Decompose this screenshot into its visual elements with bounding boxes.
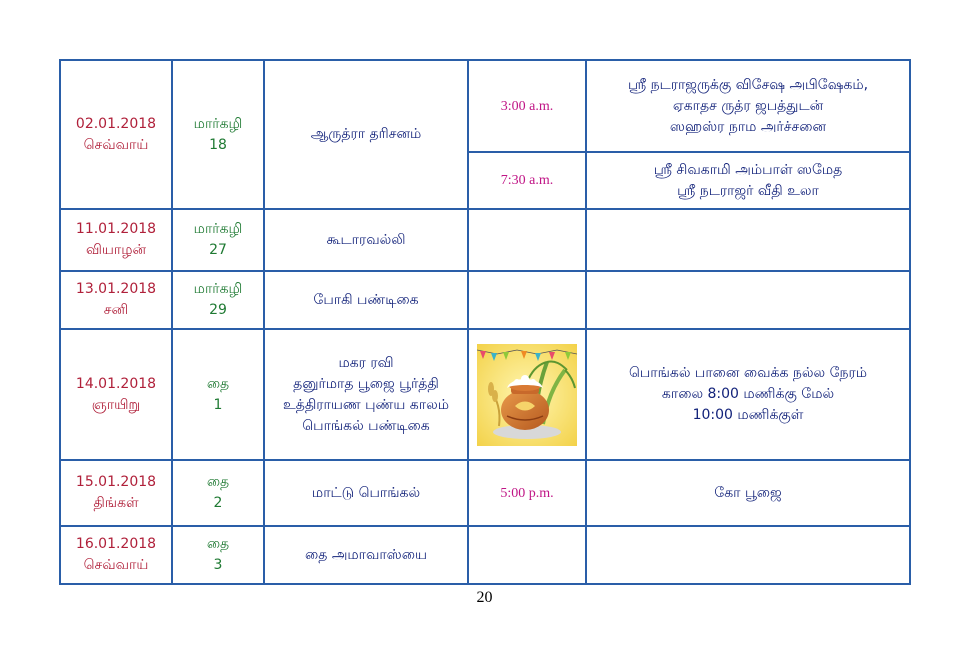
table-row — [60, 526, 910, 584]
tamil-day-text: 29 — [209, 302, 227, 318]
date-cell — [60, 329, 172, 460]
tamil-month-text: தை — [206, 474, 230, 490]
description-cell — [586, 460, 910, 526]
description-line: ஸ்ரீ சிவகாமி அம்பாள் ஸமேத — [653, 161, 843, 178]
time-cell — [468, 271, 586, 329]
tamil-date-cell — [172, 60, 264, 209]
tamil-month-text: மார்கழி — [193, 221, 243, 237]
event-line: உத்திராயண புண்ய காலம் — [283, 396, 449, 413]
tamil-date-cell — [172, 271, 264, 329]
weekday-text: செவ்வாய் — [83, 557, 149, 573]
event-text: மாட்டு பொங்கல் — [311, 484, 421, 501]
table-row — [60, 329, 910, 460]
event-cell — [264, 460, 468, 526]
date-text: 13.01.2018 — [75, 281, 157, 297]
description-cell — [586, 526, 910, 584]
event-cell — [264, 271, 468, 329]
table-row — [60, 209, 910, 271]
tamil-day-text: 18 — [209, 136, 227, 153]
pongal-pot-icon — [477, 344, 577, 446]
table-row — [60, 460, 910, 526]
tamil-day-text: 27 — [209, 242, 227, 258]
image-cell — [468, 329, 586, 460]
tamil-date-cell — [172, 329, 264, 460]
tamil-day-text: 1 — [213, 396, 223, 413]
date-text: 11.01.2018 — [75, 221, 157, 237]
table-row — [60, 271, 910, 329]
weekday-text: திங்கள் — [93, 495, 139, 511]
table-row — [60, 60, 910, 152]
time-text: 3:00 a.m. — [500, 98, 554, 114]
description-line: கோ பூஜை — [714, 484, 782, 501]
date-cell — [60, 271, 172, 329]
event-text: தை அமாவாஸ்யை — [305, 546, 427, 563]
event-text: போகி பண்டிகை — [313, 291, 419, 308]
event-text: கூடாரவல்லி — [326, 231, 406, 248]
time-text: 5:00 p.m. — [500, 485, 554, 501]
time-cell — [468, 526, 586, 584]
date-cell — [60, 209, 172, 271]
event-line: மகர ரவி — [338, 354, 394, 371]
description-line: ஸஹஸ்ர நாம அர்ச்சனை — [669, 118, 827, 135]
date-text: 02.01.2018 — [75, 115, 157, 132]
date-cell — [60, 526, 172, 584]
tamil-month-text: மார்கழி — [193, 281, 243, 297]
time-text: 7:30 a.m. — [500, 173, 554, 188]
date-text: 15.01.2018 — [75, 474, 157, 490]
tamil-month-text: தை — [206, 375, 230, 392]
time-cell — [468, 60, 586, 152]
event-cell — [264, 209, 468, 271]
festival-calendar-table — [59, 59, 911, 585]
time-cell — [468, 152, 586, 209]
event-cell — [264, 329, 468, 460]
description-line: ஸ்ரீ நடராஜர் வீதி உலா — [677, 182, 819, 199]
time-cell — [468, 460, 586, 526]
date-text: 14.01.2018 — [75, 375, 157, 392]
tamil-date-cell — [172, 460, 264, 526]
description-cell — [586, 209, 910, 271]
description-cell — [586, 329, 910, 460]
tamil-month-text: தை — [206, 536, 230, 552]
tamil-month-text: மார்கழி — [193, 115, 243, 132]
weekday-text: வியாழன் — [85, 242, 147, 258]
date-cell — [60, 460, 172, 526]
weekday-text: ஞாயிறு — [91, 396, 141, 413]
tamil-date-cell — [172, 209, 264, 271]
event-line: தனுர்மாத பூஜை பூர்த்தி — [293, 375, 439, 392]
event-line: பொங்கல் பண்டிகை — [302, 417, 430, 434]
description-cell — [586, 271, 910, 329]
time-cell — [468, 209, 586, 271]
weekday-text: செவ்வாய் — [83, 136, 149, 153]
description-cell — [586, 152, 910, 209]
tamil-day-text: 3 — [213, 557, 223, 573]
date-cell — [60, 60, 172, 209]
date-text: 16.01.2018 — [75, 536, 157, 552]
page-number: 20 — [476, 589, 493, 606]
description-line: காலை 8:00 மணிக்கு மேல் — [661, 386, 835, 402]
tamil-day-text: 2 — [213, 495, 223, 511]
description-line: 10:00 மணிக்குள் — [692, 407, 804, 423]
description-line: ஏகாதச ருத்ர ஜபத்துடன் — [672, 97, 824, 114]
description-cell — [586, 60, 910, 152]
event-cell — [264, 526, 468, 584]
weekday-text: சனி — [103, 302, 129, 318]
description-line: ஸ்ரீ நடராஜருக்கு விசேஷ அபிஷேகம், — [627, 76, 869, 93]
description-line: பொங்கல் பானை வைக்க நல்ல நேரம் — [628, 365, 868, 381]
event-cell — [264, 60, 468, 209]
tamil-date-cell — [172, 526, 264, 584]
event-text: ஆருத்ரா தரிசனம் — [310, 126, 422, 142]
